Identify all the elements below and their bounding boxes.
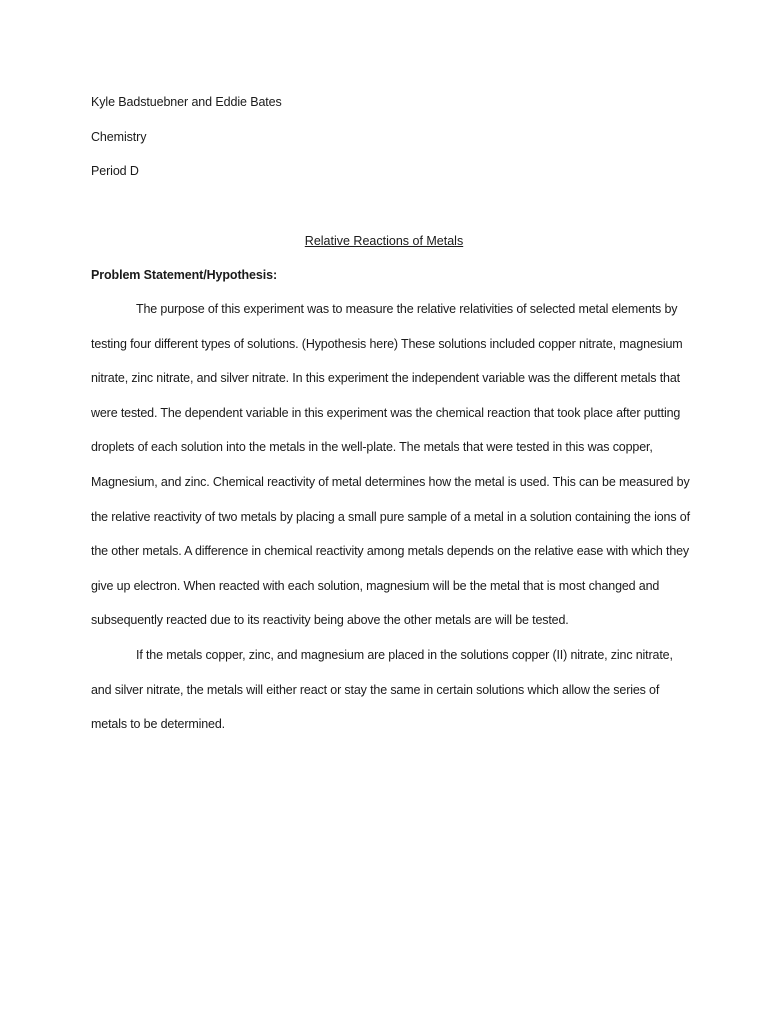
body-text — [91, 292, 691, 742]
paragraph-hypothesis: If the metals copper, zinc, and magnesium are placed in the solutions copper (II) nitrate, zinc nitrate, and silver nitrate, the metals will either react or stay the same in certain solutions which allow the series of metals to be determined. — [91, 647, 673, 732]
subject-line: Chemistry — [91, 130, 147, 144]
authors-line: Kyle Badstuebner and Eddie Bates — [91, 95, 282, 109]
paragraph-purpose: The purpose of this experiment was to measure the relative relativities of selected metal elements by testing four different types of solutions. (Hypothesis here) These solutions included copper nitrate, magnesium nitrate, zinc nitrate, and silver nitrate. In this experiment the independent variable was the different metals that were tested. The dependent variable in this experiment was the chemical reaction that took place after putting droplets of each solution into the metals in the well-plate. The metals that were tested in this was copper, Magnesium, and zinc. Chemical reactivity of metal determines how the metal is used. This can be measured by the relative reactivity of two metals by placing a small pure sample of a metal in a solution containing the ions of the other metals. A difference in chemical reactivity among metals depends on the relative ease with which they give up electron. When reacted with each solution, magnesium will be the metal that is most changed and subsequently reacted due to its reactivity being above the other metals are will be tested. — [91, 302, 690, 628]
section-heading: Problem Statement/Hypothesis: — [91, 268, 278, 282]
period-line: Period D — [91, 164, 139, 178]
document-title: Relative Reactions of Metals — [304, 234, 464, 248]
